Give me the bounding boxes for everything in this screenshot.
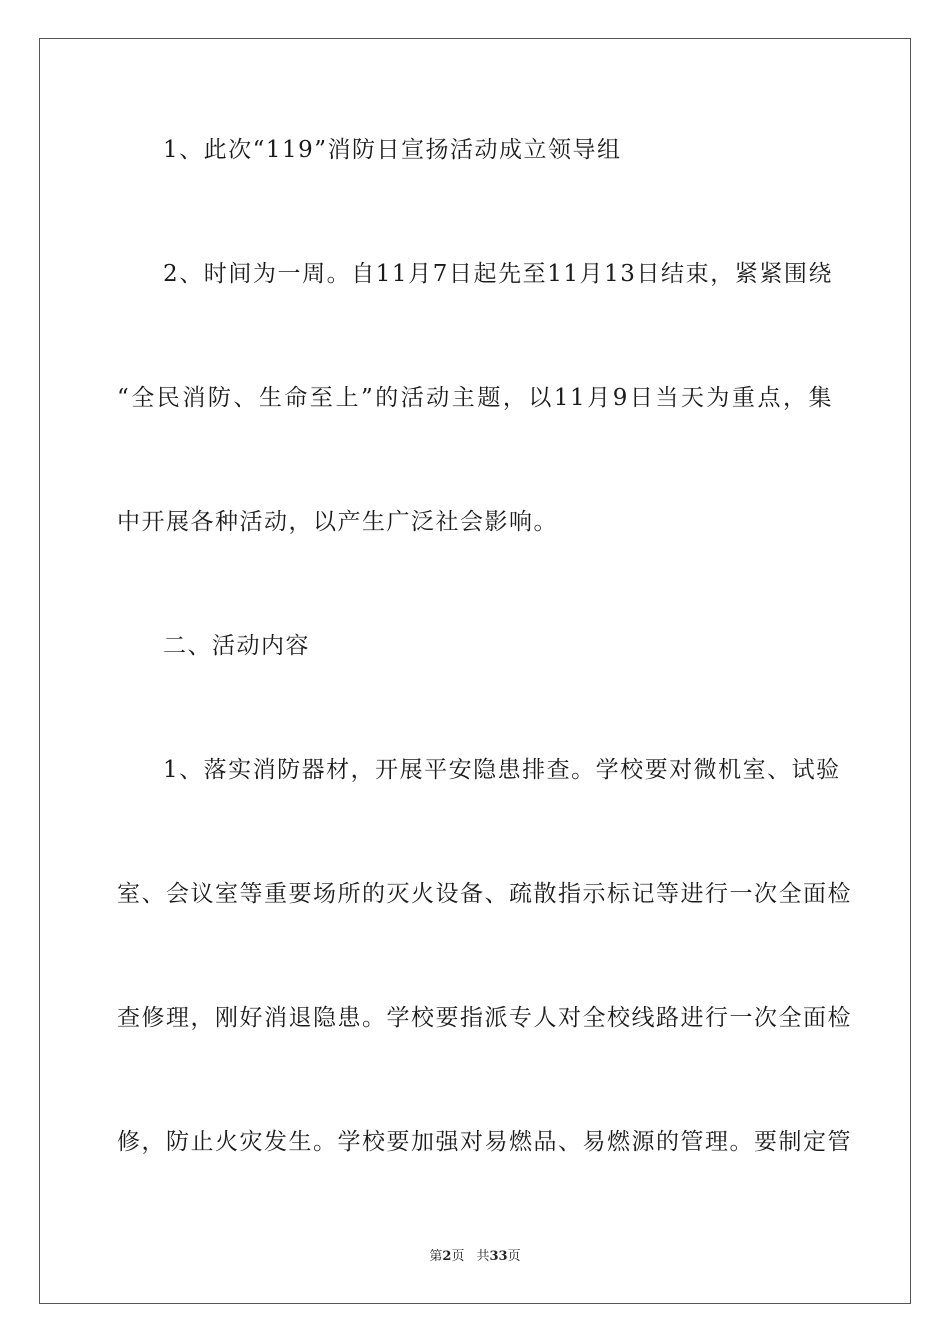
- section-heading: 二、活动内容: [163, 633, 310, 659]
- page-footer: [0, 1248, 950, 1266]
- footer-page-suffix: 页: [451, 1249, 465, 1264]
- footer-total-prefix: 共: [476, 1249, 490, 1264]
- footer-page-prefix: 第: [429, 1249, 443, 1264]
- paragraph-line-8: 查修理，刚好消退隐患。学校要指派专人对全校线路进行一次全面检: [117, 1005, 852, 1031]
- paragraph-line-9: 修，防止火灾发生。学校要加强对易燃品、易燃源的管理。要制定管: [117, 1129, 852, 1155]
- footer-total-suffix: 页: [507, 1249, 521, 1264]
- paragraph-line-4: 中开展各种活动，以产生广泛社会影响。: [117, 509, 558, 535]
- paragraph-line-6: 1、落实消防器材，开展平安隐患排查。学校要对微机室、试验: [163, 757, 841, 783]
- paragraph-line-2: 2、时间为一周。自11月7日起先至11月13日结束，紧紧围绕: [163, 261, 833, 287]
- footer-page-number: 2: [442, 1249, 452, 1264]
- page-border: [39, 38, 911, 1304]
- paragraph-line-3: “全民消防、生命至上”的活动主题，以11月9日当天为重点，集: [117, 385, 833, 411]
- paragraph-line-7: 室、会议室等重要场所的灭火设备、疏散指示标记等进行一次全面检: [117, 881, 852, 907]
- footer-total-pages: 33: [489, 1249, 508, 1264]
- paragraph-line-1: 1、此次“119”消防日宣扬活动成立领导组: [163, 137, 622, 163]
